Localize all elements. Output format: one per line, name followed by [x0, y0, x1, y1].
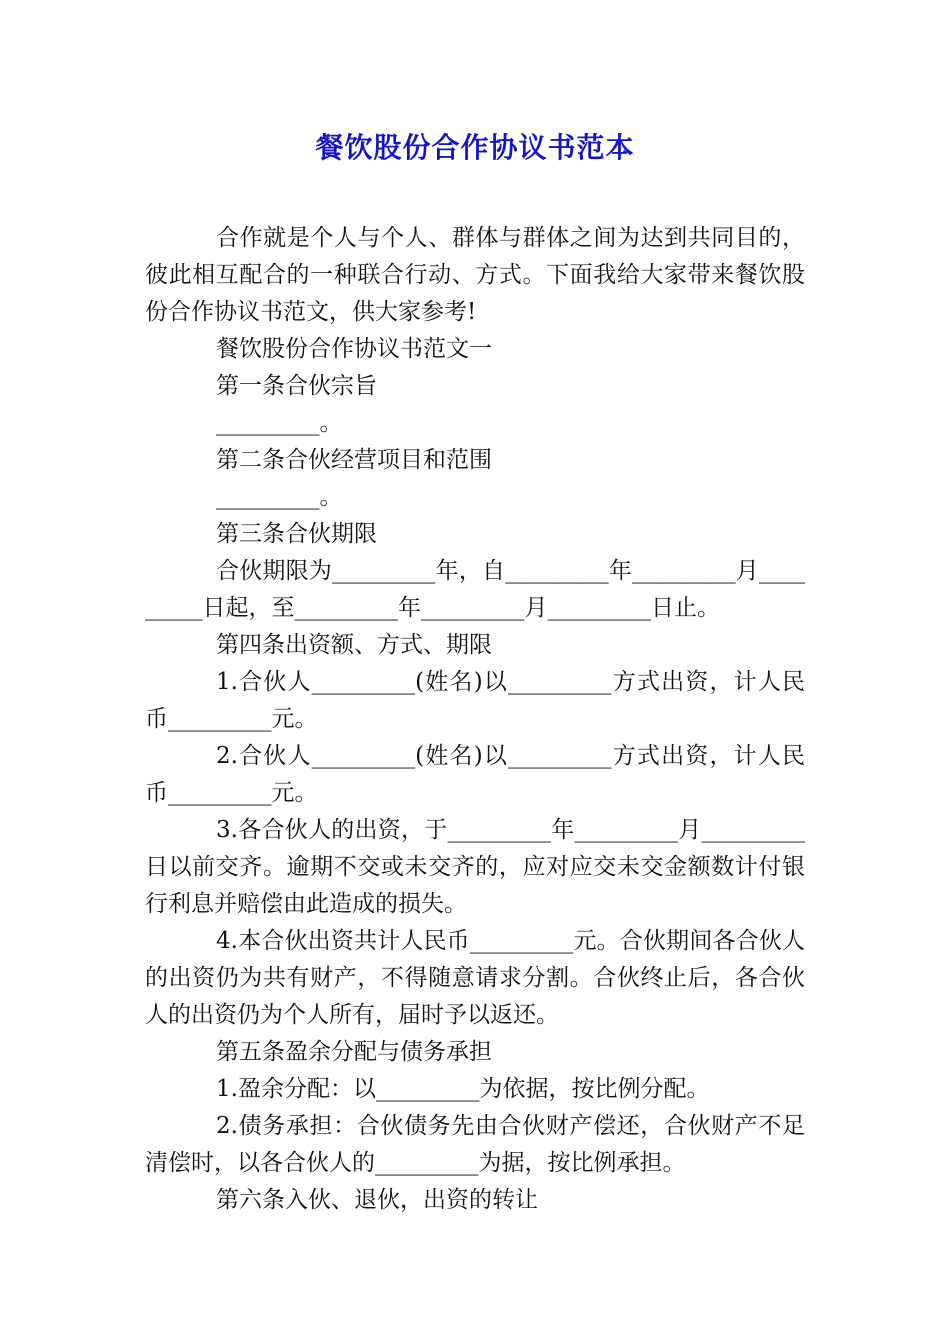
document-body [145, 220, 805, 1219]
article-3-heading: 第三条合伙期限 [216, 521, 377, 547]
intro-paragraph: 合作就是个人与个人、群体与群体之间为达到共同目的，彼此相互配合的一种联合行动、方式。下面我给大家带来餐饮股份合作协议书范文，供大家参考! [145, 225, 805, 325]
article-4-heading: 第四条出资额、方式、期限 [216, 632, 492, 658]
article-3-text: 合伙期限为_________年，自_________年_________月_________日起，至_________年_________月_________日止。 [145, 558, 805, 621]
article-5-item-1: 1.盈余分配：以_________为依据，按比例分配。 [216, 1076, 710, 1102]
article-1-heading: 第一条合伙宗旨 [216, 373, 377, 399]
document-title: 餐饮股份合作协议书范本 [315, 131, 635, 164]
article-4-item-1: 1.合伙人_________(姓名)以_________方式出资，计人民币_________元。 [145, 669, 805, 732]
article-4-item-3: 3.各合伙人的出资，于_________年_________月_________日以前交齐。逾期不交或未交齐的，应对应交未交金额数计付银行利息并赔偿由此造成的损失。 [145, 817, 805, 917]
article-2-blank: _________。 [216, 484, 343, 510]
article-2-heading: 第二条合伙经营项目和范围 [216, 447, 492, 473]
article-4-item-2: 2.合伙人_________(姓名)以_________方式出资，计人民币_________元。 [145, 743, 805, 806]
article-1-blank: _________。 [216, 410, 343, 436]
article-6-heading: 第六条入伙、退伙，出资的转让 [216, 1187, 538, 1213]
sample-heading: 餐饮股份合作协议书范文一 [216, 336, 492, 362]
article-4-item-4: 4.本合伙出资共计人民币_________元。合伙期间各合伙人的出资仍为共有财产，不得随意请求分割。合伙终止后，各合伙人的出资仍为个人所有，届时予以返还。 [145, 928, 805, 1028]
article-5-heading: 第五条盈余分配与债务承担 [216, 1039, 492, 1065]
article-5-item-2: 2.债务承担：合伙债务先由合伙财产偿还，合伙财产不足清偿时，以各合伙人的_________为据，按比例承担。 [145, 1113, 805, 1176]
